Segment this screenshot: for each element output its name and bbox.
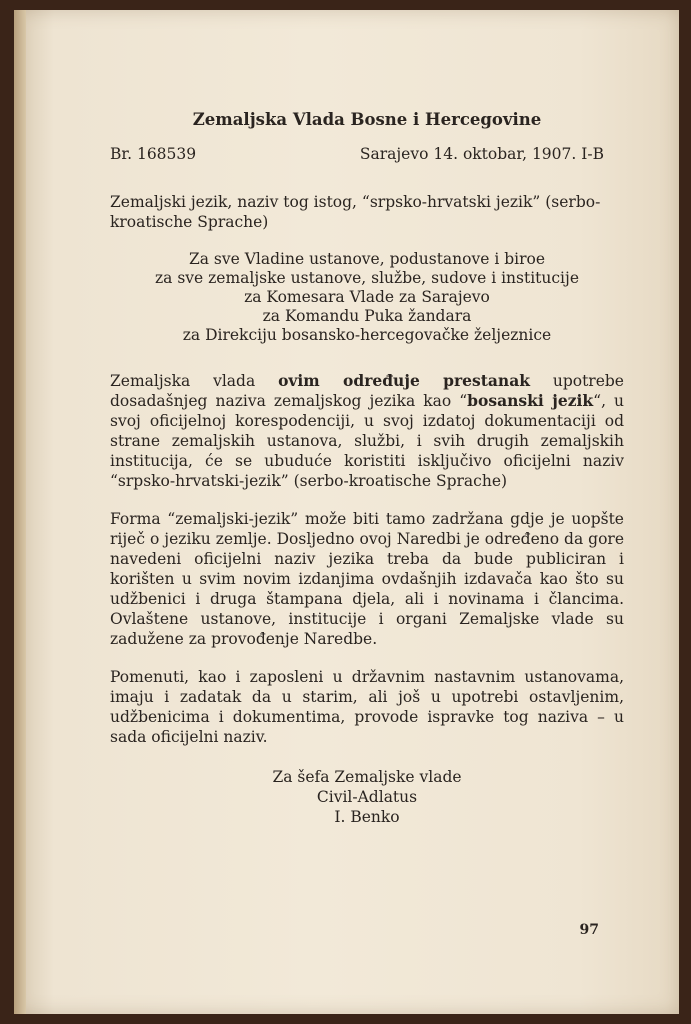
book-spine [14,10,26,1014]
signature-line: Za šefa Zemaljske vlade [272,768,462,786]
signature-line: I. Benko [334,808,400,826]
page-number: 97 [579,922,599,938]
paragraph-3: Pomenuti, kao i zaposleni u državnim nastavnim ustanovama, imaju i zadatak da u starim, ali još u upotrebi ostavljenim, udžbenicima i dokumentima, provode ispravke tog naziva – u sada oficijelni naziv. [110,668,624,746]
recipient: za sve zemaljske ustanove, službe, sudove i institucije [155,269,579,287]
recipients-list [110,250,624,345]
recipient: Za sve Vladine ustanove, podustanove i biroe [188,250,546,268]
signature-line: Civil-Adlatus [316,788,418,806]
bold-text-run: bosanski jezik [467,391,594,410]
reference-line [110,144,624,164]
reference-date: Sarajevo 14. oktobar, 1907. I-B [359,145,604,163]
bold-text-run: ovim određuje prestanak [278,371,530,390]
subject-line: Zemaljski jezik, naziv tog istog, “srpsko-hrvatski jezik” (serbo-kroatische Sprache) [110,193,601,231]
paragraph-2: Forma “zemaljski-jezik” može biti tamo zadržana gdje je uopšte riječ o jeziku zemlje. Dosljedno ovoj Naredbi je određeno da gore navedeni oficijelni naziv jezika treba da bude publiciran i korišten u svim novim izdanjima ovdašnjih izdavača kao što su udžbenici i druga štampana djela, ali i novinama i člancima. Ovlaštene ustanove, institucije i organi Zemaljske vlade su zadužene za provođenje Naredbe. [110,510,624,648]
text-run: “, u svoj oficijelnoj korespodenciji, u svoj izdatoj dokumentaciji od strane zemaljskih ustanova, službi, i svih drugih zemaljskih institucija, će se ubuduće koristiti isključivo oficijelni naziv “srpsko-hrvatski-jezik” (serbo-kroatische Sprache) [110,392,624,490]
document-body [110,110,624,827]
recipient: za Komandu Puka žandara [262,307,472,325]
recipient: za Komesara Vlade za Sarajevo [244,288,490,306]
reference-number: Br. 168539 [110,145,197,163]
paragraph-1 [110,371,624,491]
recipient: za Direkciju bosansko-hercegovačke željeznice [182,326,552,344]
book-page [14,10,679,1014]
text-run: upotrebe dosadašnjeg naziva zemaljskog jezika kao “ [110,372,624,410]
document-title: Zemaljska Vlada Bosne i Hercegovine [192,110,542,129]
signature-block [110,767,624,827]
text-run: Zemaljska vlada [110,372,279,390]
